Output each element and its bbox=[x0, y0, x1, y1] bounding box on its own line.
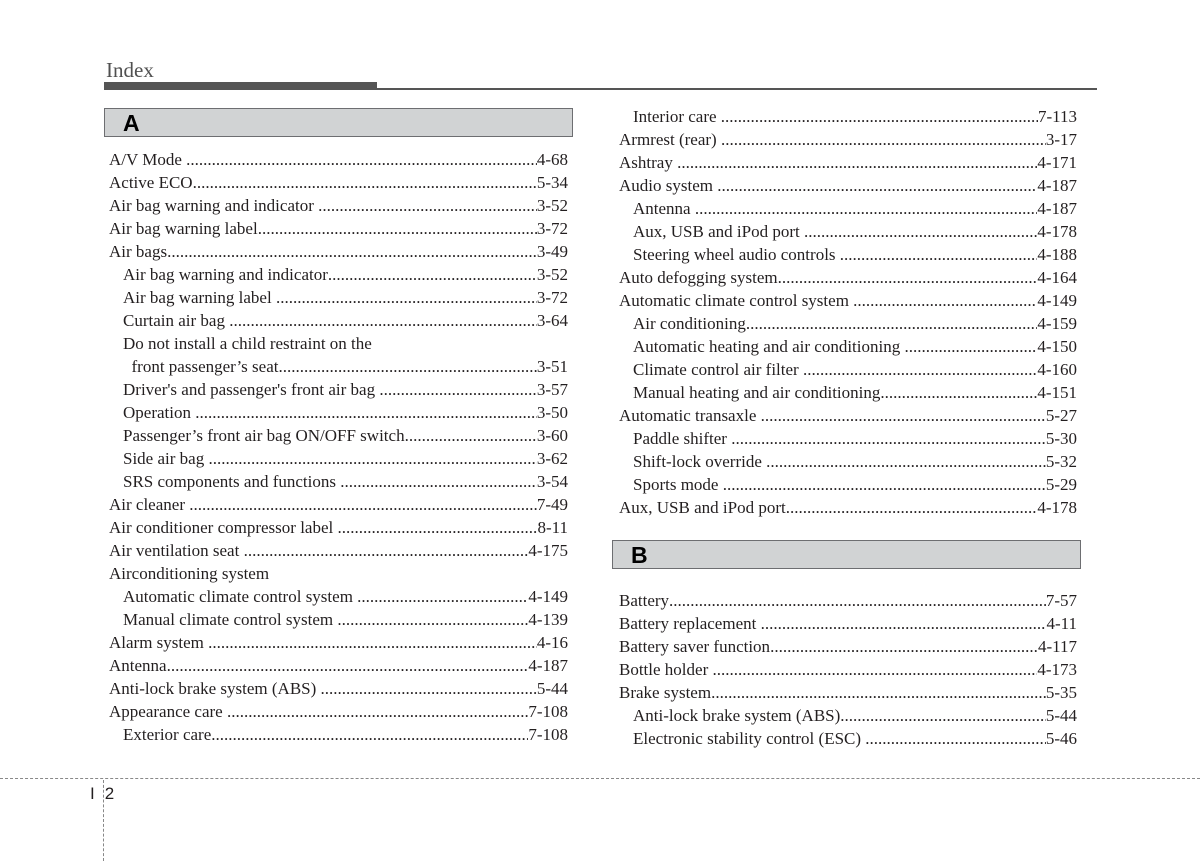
leader-dots bbox=[208, 447, 536, 470]
index-entry bbox=[633, 197, 1077, 220]
index-entry-label: Do not install a child restraint on the bbox=[123, 334, 372, 353]
index-entry-label: front passenger’s seat bbox=[123, 357, 279, 376]
index-entry bbox=[619, 174, 1077, 197]
index-entry-page: 5-29 bbox=[1045, 475, 1077, 494]
leader-dots bbox=[717, 174, 1037, 197]
index-entry-label: Auto defogging system bbox=[619, 268, 778, 287]
index-entry bbox=[109, 171, 568, 194]
header-rule-thin bbox=[377, 88, 1097, 90]
index-entry-page: 7-108 bbox=[528, 702, 568, 721]
index-entry-page: 5-44 bbox=[1045, 706, 1077, 725]
index-entry-page: 4-187 bbox=[1037, 176, 1077, 195]
leader-dots bbox=[405, 424, 537, 447]
index-entry bbox=[123, 401, 568, 424]
index-entry-page: 4-68 bbox=[536, 150, 568, 169]
leader-dots bbox=[723, 473, 1046, 496]
index-entry bbox=[633, 427, 1077, 450]
index-entry bbox=[619, 404, 1077, 427]
leader-dots bbox=[712, 658, 1037, 681]
index-entry bbox=[109, 631, 568, 654]
page-number-value: 2 bbox=[104, 784, 115, 803]
index-entry bbox=[123, 332, 568, 355]
leader-dots bbox=[786, 496, 1038, 519]
leader-dots bbox=[167, 654, 529, 677]
index-entry-label: Ashtray bbox=[619, 153, 678, 172]
index-entry-page: 4-117 bbox=[1037, 637, 1077, 656]
index-entry-label: Brake system bbox=[619, 683, 712, 702]
index-entry bbox=[633, 220, 1077, 243]
index-entry-page: 4-159 bbox=[1037, 314, 1077, 333]
index-entry bbox=[123, 424, 568, 447]
index-entry bbox=[109, 148, 568, 171]
index-entry-label: Antenna bbox=[109, 656, 167, 675]
leader-dots bbox=[711, 681, 1046, 704]
index-entry bbox=[109, 700, 568, 723]
index-entry-page: 3-72 bbox=[536, 219, 568, 238]
leader-dots bbox=[357, 585, 528, 608]
index-entry-page: 3-49 bbox=[536, 242, 568, 261]
index-entry-label: Curtain air bag bbox=[123, 311, 230, 330]
leader-dots bbox=[904, 335, 1037, 358]
index-entry bbox=[633, 312, 1077, 335]
index-entry-page: 4-178 bbox=[1037, 498, 1077, 517]
index-entry-label: Air bag warning label bbox=[123, 288, 276, 307]
index-entry bbox=[633, 704, 1077, 727]
leader-dots bbox=[211, 723, 528, 746]
index-entry-page: 3-51 bbox=[536, 357, 568, 376]
index-entry bbox=[633, 335, 1077, 358]
leader-dots bbox=[337, 608, 528, 631]
index-entry bbox=[619, 496, 1077, 519]
index-entry-label: Alarm system bbox=[109, 633, 209, 652]
index-entry-label: Steering wheel audio controls bbox=[633, 245, 840, 264]
index-entry-page: 3-52 bbox=[536, 196, 568, 215]
index-entry bbox=[619, 635, 1077, 658]
index-entry bbox=[123, 378, 568, 401]
index-entry-label: Air bag warning and indicator bbox=[123, 265, 328, 284]
index-entry-page: 3-62 bbox=[536, 449, 568, 468]
index-entry-label: Anti-lock brake system (ABS) bbox=[109, 679, 321, 698]
index-entry-label: Bottle holder bbox=[619, 660, 713, 679]
leader-dots bbox=[278, 355, 536, 378]
section-header-b bbox=[612, 540, 1081, 569]
leader-dots bbox=[208, 631, 537, 654]
index-entry-label: Airconditioning system bbox=[109, 564, 270, 583]
leader-dots bbox=[258, 217, 537, 240]
index-entry-page: 4-151 bbox=[1037, 383, 1077, 402]
index-entry bbox=[633, 358, 1077, 381]
index-entry-label: Battery replacement bbox=[619, 614, 761, 633]
index-entry-page: 3-52 bbox=[536, 265, 568, 284]
index-entry bbox=[633, 727, 1077, 750]
index-entry-label: Antenna bbox=[633, 199, 695, 218]
index-entry bbox=[109, 240, 568, 263]
section-letter-a: A bbox=[123, 110, 140, 136]
leader-dots bbox=[186, 148, 537, 171]
leader-dots bbox=[669, 589, 1046, 612]
footer-dashed-rule bbox=[0, 778, 1200, 779]
section-letter-b: B bbox=[631, 542, 648, 568]
index-entry bbox=[619, 151, 1077, 174]
index-entry bbox=[633, 243, 1077, 266]
index-entry-label: Shift-lock override bbox=[633, 452, 767, 471]
leader-dots bbox=[379, 378, 537, 401]
leader-dots bbox=[276, 286, 537, 309]
header-rule-thick bbox=[104, 82, 377, 90]
index-entry-label: SRS components and functions bbox=[123, 472, 341, 491]
leader-dots bbox=[328, 263, 537, 286]
index-entry-label: Driver's and passenger's front air bag bbox=[123, 380, 380, 399]
index-entry bbox=[619, 589, 1077, 612]
index-entry-page: 4-164 bbox=[1037, 268, 1077, 287]
index-entry bbox=[123, 608, 568, 631]
index-entry-label: Exterior care bbox=[123, 725, 212, 744]
leader-dots bbox=[853, 289, 1037, 312]
leader-dots bbox=[318, 194, 537, 217]
index-entry-label: Automatic climate control system bbox=[619, 291, 854, 310]
index-entry bbox=[109, 493, 568, 516]
index-entry-page: 4-16 bbox=[536, 633, 568, 652]
leader-dots bbox=[778, 266, 1038, 289]
index-entry-label: Side air bag bbox=[123, 449, 209, 468]
index-entry-label: Interior care bbox=[633, 107, 721, 126]
index-entry-label: Air conditioner compressor label bbox=[109, 518, 338, 537]
index-entry-label: Aux, USB and iPod port bbox=[633, 222, 804, 241]
index-entry-label: A/V Mode bbox=[109, 150, 187, 169]
index-entry-label: Manual heating and air conditioning bbox=[633, 383, 881, 402]
page-section-letter: I bbox=[90, 784, 95, 803]
index-entry bbox=[633, 473, 1077, 496]
index-entry-page: 3-57 bbox=[536, 380, 568, 399]
index-entry bbox=[109, 217, 568, 240]
index-entry-label: Anti-lock brake system (ABS) bbox=[633, 706, 841, 725]
leader-dots bbox=[880, 381, 1037, 404]
index-entry-page: 5-27 bbox=[1045, 406, 1077, 425]
index-entry bbox=[619, 681, 1077, 704]
index-entry-label: Manual climate control system bbox=[123, 610, 338, 629]
index-entry-label: Automatic heating and air conditioning bbox=[633, 337, 905, 356]
leader-dots bbox=[195, 401, 537, 424]
index-entry bbox=[123, 470, 568, 493]
index-entry bbox=[619, 266, 1077, 289]
index-entry-label: Battery bbox=[619, 591, 670, 610]
index-entry-label: Automatic climate control system bbox=[123, 587, 358, 606]
index-entry-page: 4-187 bbox=[1037, 199, 1077, 218]
index-entry-label: Active ECO bbox=[109, 173, 193, 192]
index-entry bbox=[109, 194, 568, 217]
index-entry bbox=[109, 516, 568, 539]
index-entry-page: 4-139 bbox=[528, 610, 568, 629]
index-entry-label: Air ventilation seat bbox=[109, 541, 244, 560]
leader-dots bbox=[338, 516, 538, 539]
leader-dots bbox=[721, 128, 1046, 151]
leader-dots bbox=[167, 240, 537, 263]
index-entry-label: Audio system bbox=[619, 176, 718, 195]
index-entry-page: 3-64 bbox=[536, 311, 568, 330]
index-entry-page: 7-108 bbox=[528, 725, 568, 744]
index-entry bbox=[633, 105, 1077, 128]
leader-dots bbox=[244, 539, 529, 562]
leader-dots bbox=[746, 312, 1037, 335]
section-header-a bbox=[104, 108, 573, 137]
index-entry-label: Electronic stability control (ESC) bbox=[633, 729, 866, 748]
index-entry-page: 5-46 bbox=[1045, 729, 1077, 748]
index-entry bbox=[123, 723, 568, 746]
index-entry bbox=[109, 562, 568, 585]
index-entry-page: 5-30 bbox=[1045, 429, 1077, 448]
index-entry-label: Sports mode bbox=[633, 475, 723, 494]
index-entry-page: 4-150 bbox=[1037, 337, 1077, 356]
index-entry bbox=[123, 355, 568, 378]
index-entry-page: 4-160 bbox=[1037, 360, 1077, 379]
index-entry-page: 4-188 bbox=[1037, 245, 1077, 264]
index-entry bbox=[633, 381, 1077, 404]
leader-dots bbox=[189, 493, 537, 516]
leader-dots bbox=[372, 332, 568, 355]
index-entry-page: 5-34 bbox=[536, 173, 568, 192]
index-entry-label: Air cleaner bbox=[109, 495, 190, 514]
index-entry-label: Battery saver function bbox=[619, 637, 771, 656]
leader-dots bbox=[695, 197, 1037, 220]
index-entry-label: Automatic transaxle bbox=[619, 406, 761, 425]
index-entry-label: Armrest (rear) bbox=[619, 130, 721, 149]
leader-dots bbox=[321, 677, 537, 700]
index-entry-label: Operation bbox=[123, 403, 196, 422]
index-entry bbox=[123, 585, 568, 608]
leader-dots bbox=[770, 635, 1038, 658]
index-entry bbox=[619, 289, 1077, 312]
index-entry bbox=[619, 658, 1077, 681]
index-entry-page: 4-178 bbox=[1037, 222, 1077, 241]
index-entry-page: 8-11 bbox=[537, 518, 568, 537]
index-entry-page: 5-35 bbox=[1045, 683, 1077, 702]
leader-dots bbox=[193, 171, 537, 194]
index-entry bbox=[123, 309, 568, 332]
index-entry-page: 3-54 bbox=[536, 472, 568, 491]
index-entry-page: 7-49 bbox=[536, 495, 568, 514]
index-entry-page: 4-171 bbox=[1037, 153, 1077, 172]
index-entry-page: 4-175 bbox=[528, 541, 568, 560]
leader-dots bbox=[840, 243, 1038, 266]
index-entry-page: 5-32 bbox=[1045, 452, 1077, 471]
index-entry bbox=[123, 447, 568, 470]
leader-dots bbox=[677, 151, 1037, 174]
index-entry-label: Appearance care bbox=[109, 702, 227, 721]
index-entry-label: Paddle shifter bbox=[633, 429, 732, 448]
index-entry-label: Air bag warning label bbox=[109, 219, 258, 238]
index-entry-page: 7-57 bbox=[1045, 591, 1077, 610]
leader-dots bbox=[865, 727, 1046, 750]
leader-dots bbox=[721, 105, 1038, 128]
index-entry-label: Passenger’s front air bag ON/OFF switch bbox=[123, 426, 405, 445]
index-header-title: Index bbox=[106, 58, 154, 82]
index-entry-page: 5-44 bbox=[536, 679, 568, 698]
leader-dots bbox=[803, 358, 1037, 381]
index-entry-page: 3-60 bbox=[536, 426, 568, 445]
leader-dots bbox=[840, 704, 1046, 727]
index-entry bbox=[123, 263, 568, 286]
leader-dots bbox=[804, 220, 1037, 243]
leader-dots bbox=[731, 427, 1046, 450]
leader-dots bbox=[766, 450, 1046, 473]
leader-dots bbox=[340, 470, 537, 493]
index-entry-label: Aux, USB and iPod port bbox=[619, 498, 786, 517]
index-entry-page: 4-149 bbox=[528, 587, 568, 606]
leader-dots bbox=[229, 309, 537, 332]
index-entry-page: 4-173 bbox=[1037, 660, 1077, 679]
index-entry-label: Air conditioning bbox=[633, 314, 746, 333]
index-entry bbox=[109, 677, 568, 700]
index-entry bbox=[619, 612, 1077, 635]
index-entry-page: 4-11 bbox=[1046, 614, 1077, 633]
index-entry bbox=[109, 539, 568, 562]
index-entry-page: 4-187 bbox=[528, 656, 568, 675]
index-entry-page: 7-113 bbox=[1037, 107, 1077, 126]
page-number bbox=[90, 784, 114, 804]
index-entry bbox=[123, 286, 568, 309]
leader-dots bbox=[761, 404, 1046, 427]
index-entry-label: Climate control air filter bbox=[633, 360, 803, 379]
index-entry bbox=[619, 128, 1077, 151]
index-entry-page: 3-17 bbox=[1045, 130, 1077, 149]
index-entry-page: 3-50 bbox=[536, 403, 568, 422]
index-entry bbox=[633, 450, 1077, 473]
index-entry-label: Air bags bbox=[109, 242, 168, 261]
index-entry-page: 4-149 bbox=[1037, 291, 1077, 310]
leader-dots bbox=[227, 700, 528, 723]
leader-dots bbox=[761, 612, 1047, 635]
index-entry-page: 3-72 bbox=[536, 288, 568, 307]
index-entry bbox=[109, 654, 568, 677]
index-entry-label: Air bag warning and indicator bbox=[109, 196, 319, 215]
leader-dots bbox=[269, 562, 568, 585]
